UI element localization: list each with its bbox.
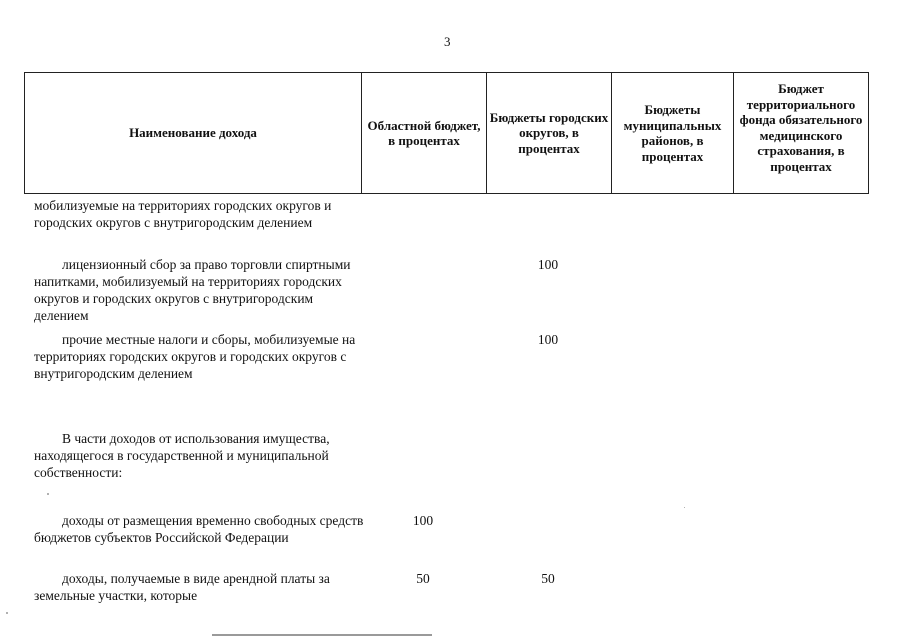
table-row: [34, 512, 364, 546]
row-text: доходы от размещения временно свободных средств бюджетов субъектов Российской Федерации: [34, 513, 364, 545]
table-row: [34, 570, 364, 604]
footer-line: [212, 634, 432, 636]
column-header-insurance-fund: Бюджет территориального фонда обязательного медицинского страхования, в процентах: [733, 73, 868, 193]
table-row: мобилизуемые на территориях городских округов и городских округов с внутригородским делением: [34, 198, 332, 230]
column-header-regional-budget: Областной бюджет, в процентах: [361, 73, 486, 193]
scan-speck: [47, 493, 49, 495]
value-city-budgets: 50: [541, 571, 555, 586]
table-header: [24, 72, 869, 194]
table-row: [34, 430, 364, 481]
value-city-budgets: 100: [537, 257, 559, 272]
column-header-city-budgets: Бюджеты городских округов, в процентах: [486, 73, 611, 193]
row-text: лицензионный сбор за право торговли спиртными напитками, мобилизуемый на территориях городских округов и городских округов с внутригородским делением: [34, 257, 351, 323]
page-number: 3: [444, 34, 451, 49]
value-regional-budget: 100: [412, 513, 434, 528]
column-header-municipal-budgets: Бюджеты муниципальных районов, в процентах: [611, 73, 733, 193]
table-row: [34, 331, 364, 382]
column-header-name: Наименование дохода: [129, 125, 257, 141]
row-text: доходы, получаемые в виде арендной платы за земельные участки, которые: [34, 571, 330, 603]
scan-speck: [6, 612, 8, 614]
value-city-budgets: 100: [537, 332, 559, 347]
row-text: прочие местные налоги и сборы, мобилизуемые на территориях городских округов и городских округов с внутригородским делением: [34, 332, 356, 381]
value-regional-budget: 50: [416, 571, 430, 586]
table-row: [34, 256, 364, 324]
scan-speck: [684, 507, 685, 508]
row-text: В части доходов от использования имущества, находящегося в государственной и муниципальной собственности:: [34, 431, 330, 480]
